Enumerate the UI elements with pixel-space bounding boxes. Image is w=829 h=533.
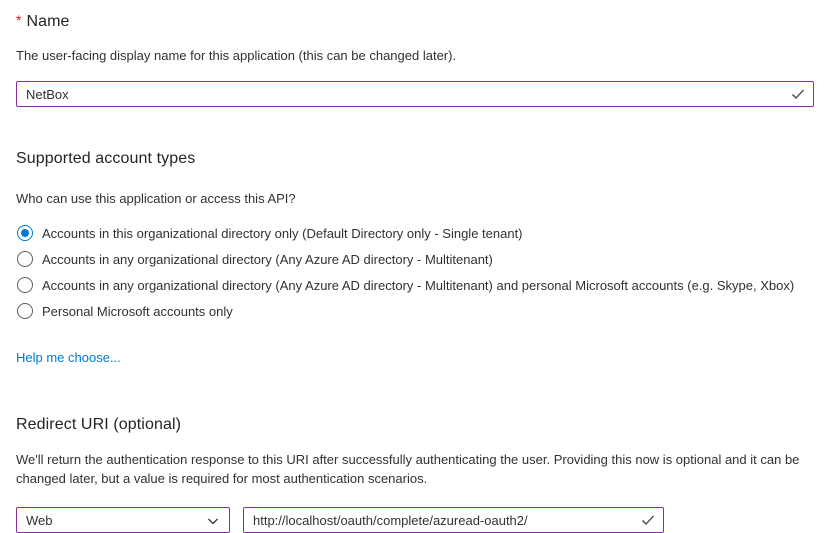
- name-description: The user-facing display name for this application (this can be changed later).: [16, 48, 457, 63]
- radio-option-personal-only[interactable]: [16, 298, 813, 324]
- redirect-uri-description: We'll return the authentication response to this URI after successfully authenticating the user. Providing this now is optional and it can be changed later, but a value is required for most authentication scenarios.: [16, 452, 800, 486]
- radio-option-label: Personal Microsoft accounts only: [42, 303, 233, 319]
- platform-select-value: Web: [26, 512, 53, 528]
- radio-option-multitenant[interactable]: [16, 246, 813, 272]
- radio-option-multitenant-personal[interactable]: [16, 272, 813, 298]
- name-input[interactable]: [16, 81, 814, 107]
- platform-select[interactable]: [16, 507, 230, 533]
- redirect-uri-input-wrap: [243, 507, 664, 533]
- redirect-uri-title: Redirect URI (optional): [16, 416, 182, 433]
- account-types-radio-group: [16, 220, 813, 324]
- account-types-question: Who can use this application or access this API?: [16, 191, 296, 206]
- name-input-wrap: [16, 81, 814, 107]
- radio-option-label: Accounts in any organizational directory (Any Azure AD directory - Multitenant) and personal Microsoft accounts (e.g. Skype, Xbox): [42, 277, 795, 293]
- radio-option-label: Accounts in any organizational directory (Any Azure AD directory - Multitenant): [42, 251, 493, 267]
- required-asterisk: *: [16, 12, 22, 28]
- radio-selected-icon: [17, 225, 33, 241]
- account-types-title: Supported account types: [16, 150, 196, 167]
- radio-unselected-icon: [17, 251, 33, 267]
- name-section-header: [16, 12, 813, 31]
- radio-unselected-icon: [17, 303, 33, 319]
- redirect-uri-row: [16, 507, 813, 533]
- redirect-uri-input[interactable]: [243, 507, 664, 533]
- radio-unselected-icon: [17, 277, 33, 293]
- help-me-choose-link[interactable]: Help me choose...: [16, 350, 121, 365]
- radio-option-label: Accounts in this organizational directory only (Default Directory only - Single tenant): [42, 225, 523, 241]
- chevron-down-icon: [206, 514, 220, 528]
- radio-option-single-tenant[interactable]: [16, 220, 813, 246]
- account-types-section: [16, 150, 813, 367]
- name-section-title: Name: [26, 13, 70, 30]
- redirect-uri-section: [16, 416, 813, 533]
